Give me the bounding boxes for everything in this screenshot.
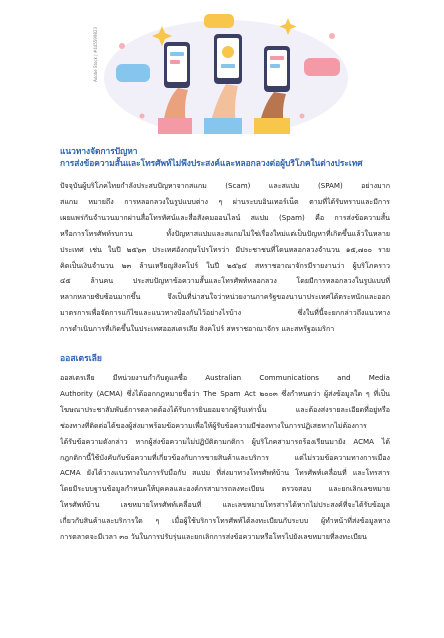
paragraph-line: มาตรการเพื่อจัดการแก้ไขและแนวทางป้องกันไว้อย่างไรบ้าง ซึ่งในที่นี้จะยกกล่าวถึงแนวทาง [60, 308, 390, 318]
paragraph-line: เผยแพร่กันจำนวนมากผ่านสื่อโทรทัศน์และสื่อสังคมออนไลน์ สแปม (Spam) คือ การส่งข้อความสั้น [60, 212, 390, 222]
paragraph-line: ๔๕ ล้านคน ประสบปัญหาข้อความสั้นและโทรศัพท์หลอกลวง โดยมีการหลอกลวงในรูปแบบที่ [60, 276, 390, 286]
paragraph-line: โฆษณาประชาสัมพันธ์การตลาดต้องได้รับการยินยอมจากผู้รับเท่านั้น และต้องส่งรายละเอียดที่อยู่หรือ [60, 404, 390, 414]
paragraph-line: ได้รับข้อความดังกล่าว หากผู้ส่งข้อความไม่ปฏิบัติตามกติกา ผู้บริโภคสามารถร้องเรียนมายัง ACMA ได้ [60, 436, 390, 446]
paragraph-line: คิดเป็นเงินจำนวน ๒๓ ล้านเหรียญสิงคโปร์ ในปี ๒๕๖๔ สหราชอาณาจักรมีรายงานว่า ผู้บริโภคราว [60, 260, 390, 270]
image-credit: Adobe Stock | #445599823 [93, 26, 98, 82]
heading-line-2: การส่งข้อความสั้นและโทรศัพท์ไม่พึงประสงค์และหลอกลวงต่อผู้บริโภคในต่างประเทศ [60, 158, 363, 168]
paragraph-line: การตลาดจะมีเวลา ๓๐ วันในการปรับรุ่นและยกเลิกการส่งข้อความหรือโทรไปยังเลขหมายที่ลงทะเบียน [60, 532, 367, 542]
paragraph-line: การดำเนินการที่เกิดขึ้นในประเทศออสเตรเลีย สิงคโปร์ สหราชอาณาจักร และสหรัฐอเมริกา [60, 324, 335, 334]
paragraph-line: ACMA ยังได้วางแนวทางในการรับมือกับ สแปม ที่ส่งมาทางโทรศัพท์บ้าน โทรศัพท์เคลื่อนที่ และโทรสาร [60, 468, 390, 478]
heading-line-1: แนวทางจัดการปัญหา [60, 146, 138, 156]
illustration-hands-with-phones [92, 6, 360, 134]
paragraph-intro [60, 178, 390, 337]
paragraph-line: หรือการโทรศัพท์รบกวน ทั้งปัญหาสแปมและสแกมไม่ใช่เรื่องใหม่แต่เป็นปัญหาที่เกิดขึ้นแล้วในหลาย [60, 228, 390, 238]
paragraph-line: เกี่ยวกับสินค้าและบริการใด ๆ เมื่อผู้ใช้บริการโทรศัพท์ได้ลงทะเบียนกับระบบ ผู้ทำหน้าที่ส่งข้อมูลทาง [60, 516, 390, 526]
paragraph-line: ปัจจุบันผู้บริโภคไทยกำลังประสบปัญหาจากสแกม (Scam) และสแปม (SPAM) อย่างมาก [60, 181, 390, 190]
paragraph-line: กฎกติกานี้ใช้บังคับกับข้อความที่เกี่ยวข้องกับการขายสินค้าและบริการ แต่ไม่รวมข้อความทางการเมือง [60, 452, 390, 462]
article-heading [60, 145, 400, 169]
paragraph-line: ประเทศ เช่น ในปี ๒๕๖๓ ประเทศอังกฤษโปรโทรว่า มีประชาชนที่โดนหลอกลวงจำนวน ๑๕,๗๐๐ ราย [60, 244, 390, 254]
paragraph-line: สแกม หมายถึง การหลอกลวงในรูปแบบต่าง ๆ ผ่านระบบอินเทอร์เน็ต ตามที่ได้รับทราบและมีการ [60, 196, 390, 206]
paragraph-line: Authority (ACMA) ซึ่งได้ออกกฎหมายชื่อว่า The Spam Act ๒๐๐๓ ซึ่งกำหนดว่า ผู้ส่งข้อมูลใด ๆ ที่เป็น [60, 388, 390, 398]
paragraph-line: หลากหลายซับซ้อนมากขึ้น จึงเป็นที่น่าสนใจว่าหน่วยงานภาครัฐของนานาประเทศได้ตระหนักและออก [60, 292, 390, 302]
paragraph-line: โทรศัพท์บ้าน เลขหมายโทรศัพท์เคลื่อนที่ และเลขหมายโทรสารได้หากไม่ประสงค์ที่จะได้รับข้อมูล [60, 500, 390, 510]
paragraph-line: ช่องทางที่ติดต่อได้ของผู้ส่งมาพร้อมข้อความเพื่อให้ผู้รับข้อความมีช่องทางในการปฏิเสธหากไม่ต้องการ [60, 420, 367, 430]
paragraph-line: ออสเตรเลีย มีหน่วยงานกำกับดูแลชื่อ Australian Communications and Media [60, 373, 390, 382]
paragraph-australia [60, 370, 390, 545]
section-title-australia: ออสเตรเลีย [60, 354, 102, 364]
paragraph-line: โดยมีระบบฐานข้อมูลกำหนดให้บุคคลและองค์กรสามารถลงทะเบียน ตรวจสอบ และยกเลิกเลขหมาย [60, 484, 390, 494]
